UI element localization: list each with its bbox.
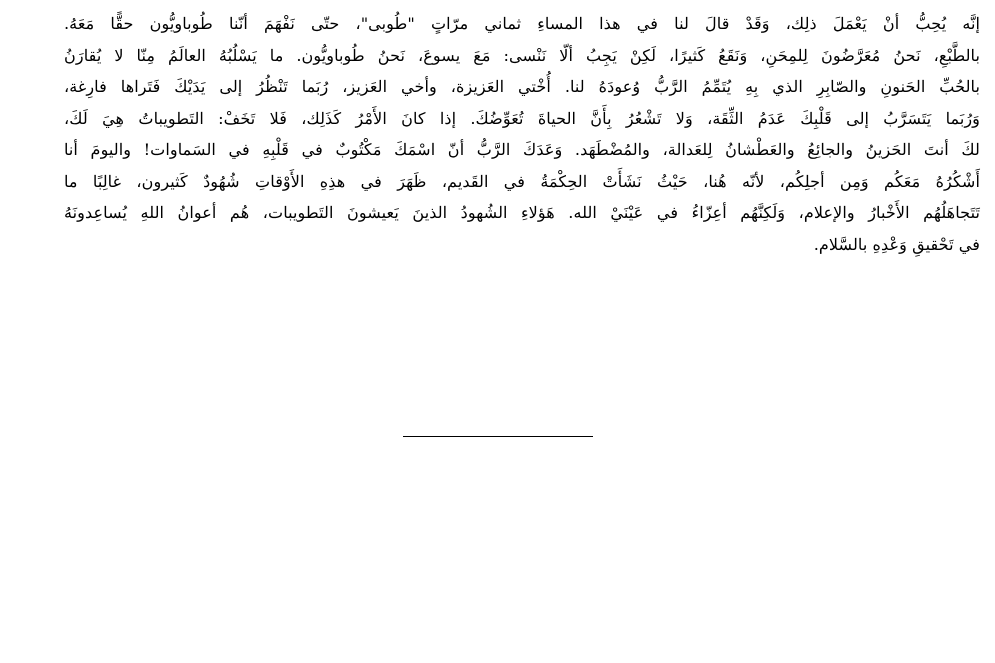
- text-line-8: في تَحْقيقِ وَعْدِهِ بالسَّلام.: [813, 234, 980, 254]
- text-line-4: وَرُبَما يَتَسَرَّبُ إلى قَلْبِكَ عَدَمُ الثِّقَة، وَلا تَشْعُرُ بِأَنَّ الحياةَ تُعَوِّضُكَ. إذا كانَ الأَمْرُ كَذَلِك، فَلا تَخَفْ: التَطويباتُ هِيَ لَكَ،: [64, 108, 980, 128]
- text-line-5: لكَ أنتَ الحَزينُ والجائِعُ والعَطْشانُ لِلعَدالة، والمُضْطَهَد. وَعَدَكَ الرَّبُّ أنّ اسْمَكَ مَكْتُوبٌ في قَلْبِهِ في السَماوات! واليومَ أنا: [64, 140, 980, 159]
- text-line-1: إنَّه يُحِبُّ أنْ يَعْمَلَ ذلِك، وَقَدْ قالَ لنا في هذا المساءِ ثماني مرّاتٍ "طُوبى"، حتّى نَفْهَمَ أنّنا طُوباويُّون حقًّا مَعَهُ.: [64, 14, 980, 33]
- text-line-6: أَشْكُرُهُ مَعَكُم وَمِن أجلِكُم، لأنّه هُنا، حَيْثُ نَشَأَتْ الحِكْمَةُ في القَديم، ظَهَرَ في هذِهِ الأَوْقاتِ شُهُودٌ كَثيرون، غالِبًا ما: [64, 171, 980, 191]
- text-line-7: تَتَجاهَلُهُم الأَخْبارُ والإعلام، وَلَكِنَّهُم أعِزّاءُ في عَيْنَيْ الله. هَؤلاءِ الشُهودُ الذينَ يَعيشونَ التَطويبات، هُم أعوانُ اللهِ يُساعِدونَهُ: [64, 203, 980, 222]
- paragraph: [64, 8, 980, 260]
- text-line-2: بالطَّبْعِ، نَحنُ مُعَرَّضُونَ لِلمِحَنِ، وَنَقَعُ كَثيرًا، لَكِنْ يَجِبُ ألّا نَنْسى: مَعَ يسوعَ، نَحنُ طُوباويُّون. ما يَسْلُبُهُ العالَمُ مِنّا لا يُقارَنُ: [64, 45, 980, 65]
- text-line-3: بالحُبِّ الحَنونِ والصّابِرِ الذي بِهِ يُتَمِّمُ الرَّبُّ وُعودَهُ لنا. أُخْتي العَزيزة، وأخي العَزيز، رُبَما تَنْظُرُ إلى يَدَيْكَ فَتَراها فارِغة،: [64, 77, 980, 96]
- footnote-separator: [403, 436, 593, 437]
